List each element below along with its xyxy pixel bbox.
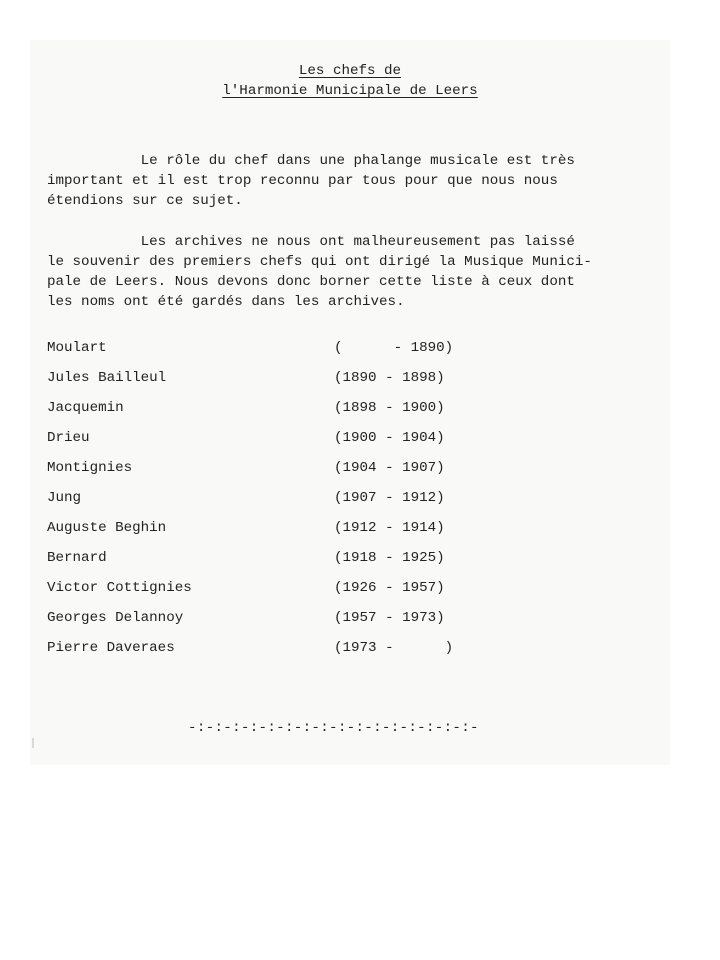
conductor-name: Auguste Beghin: [47, 520, 167, 536]
conductor-dates: (1890 - 1898): [334, 370, 445, 386]
conductor-dates: (1907 - 1912): [334, 490, 445, 506]
conductor-name: Georges Delannoy: [47, 610, 184, 626]
title-line-2: l'Harmonie Municipale de Leers: [222, 83, 478, 99]
conductor-dates: (1918 - 1925): [334, 550, 445, 566]
conductor-name: Montignies: [47, 460, 133, 476]
paragraph-1-line: étendions sur ce sujet.: [47, 193, 243, 209]
paragraph-2-line: les noms ont été gardés dans les archives.: [47, 294, 405, 310]
conductor-dates: (1957 - 1973): [334, 610, 445, 626]
conductor-name: Jacquemin: [47, 400, 124, 416]
conductor-dates: (1900 - 1904): [334, 430, 445, 446]
paragraph-2-line: le souvenir des premiers chefs qui ont dirigé la Musique Munici-: [47, 254, 592, 270]
paragraph-2: [47, 232, 647, 312]
conductor-name: Pierre Daveraes: [47, 640, 175, 656]
conductor-dates: (1904 - 1907): [334, 460, 445, 476]
conductor-dates: (1926 - 1957): [334, 580, 445, 596]
conductor-name: Moulart: [47, 340, 107, 356]
paragraph-1-line: important et il est trop reconnu par tous pour que nous nous: [47, 173, 558, 189]
conductor-dates: ( - 1890): [334, 340, 454, 356]
conductor-dates: (1912 - 1914): [334, 520, 445, 536]
conductor-dates: (1898 - 1900): [334, 400, 445, 416]
title-line-1: Les chefs de: [298, 63, 402, 79]
conductor-dates: (1973 - ): [334, 640, 454, 656]
scan-mark: [32, 738, 46, 748]
paragraph-2-line: pale de Leers. Nous devons donc borner cette liste à ceux dont: [47, 274, 575, 290]
conductor-name: Jules Bailleul: [47, 370, 167, 386]
paragraph-1-line: Le rôle du chef dans une phalange musicale est très: [47, 153, 575, 169]
conductor-name: Bernard: [47, 550, 107, 566]
paragraph-1: [47, 151, 647, 211]
conductor-name: Jung: [47, 490, 82, 506]
conductor-name: Drieu: [47, 430, 90, 446]
paragraph-2-line: Les archives ne nous ont malheureusement pas laissé: [47, 234, 575, 250]
conductor-name: Victor Cottignies: [47, 580, 192, 596]
closing-divider: -:-:-:-:-:-:-:-:-:-:-:-:-:-:-:-:-: [188, 720, 479, 736]
